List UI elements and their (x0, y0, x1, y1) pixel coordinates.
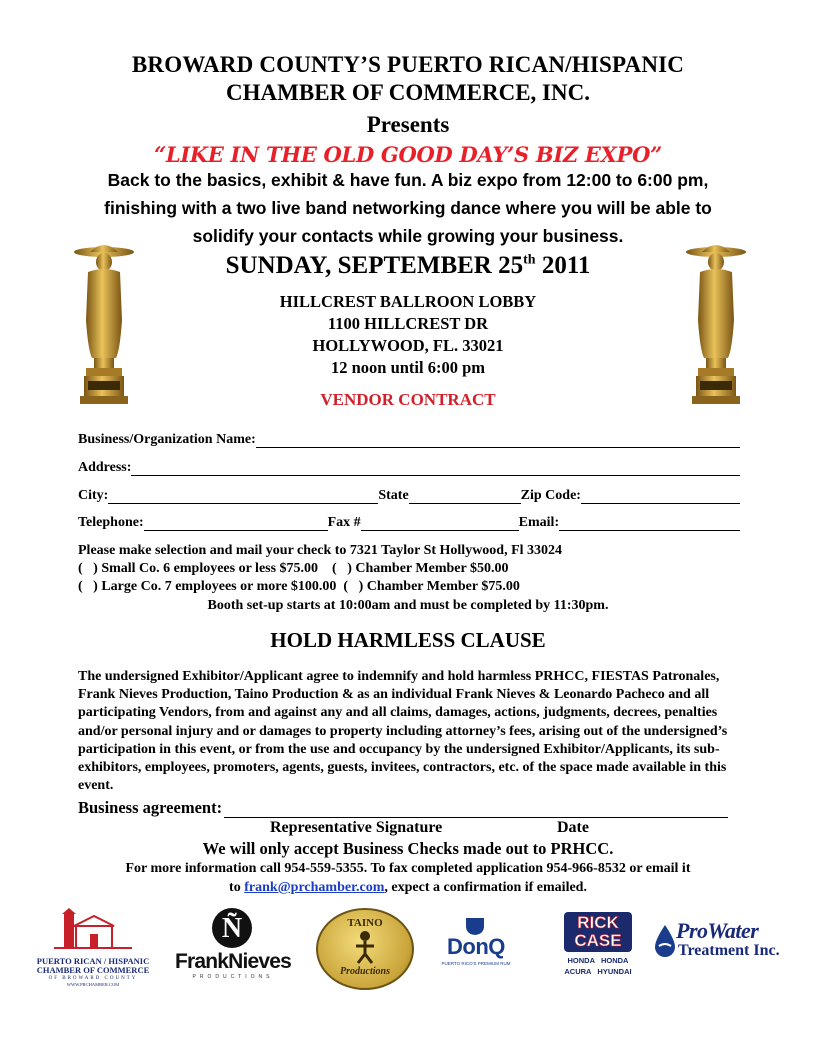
clause-text: The undersigned Exhibitor/Applicant agree to indemnify and hold harmless PRHCC, FIESTAS Patronales, Frank Nieves Production, Taino Production & as an individual Frank Nieves & Leonardo Pacheco and all participating Vendors, from and against any and all claims, damages, actions, judgments, decrees, penalties and/or personal injury and or damages to property including attorney’s fees, arising out of the undersigned’s participation in this event, or from the use and occupancy by the undersigned Exhibitor/Applicants, its sub-exhibitors, employees, promoters, agents, guests, invitees, contractors, etc. of the space made available in this event. (78, 669, 728, 794)
signature-caption: Representative Signature (270, 819, 443, 836)
email-link[interactable]: frank@prchamber.com (244, 880, 385, 895)
large-company-option[interactable]: ( ) Large Co. 7 employees or more $100.00 ( ) Chamber Member $75.00 (78, 579, 520, 594)
mail-instructions: Please make selection and mail your check to 7321 Taylor St Hollywood, Fl 33024 (78, 543, 563, 558)
business-name-row (78, 432, 740, 448)
intro-line2: finishing with a two live band networking dance where you will be able to (104, 198, 712, 218)
address-row (78, 460, 740, 476)
event-title: “LIKE IN THE OLD GOOD DAY’S BIZ EXPO” (154, 142, 662, 167)
taino-figure-icon (352, 930, 378, 964)
venue-city: HOLLYWOOD, FL. 33021 (312, 336, 504, 355)
address-field[interactable] (131, 461, 740, 476)
info-to: to (229, 880, 245, 895)
business-name-field[interactable] (256, 433, 740, 448)
address-label: Address: (78, 460, 132, 475)
fax-field[interactable] (361, 516, 519, 531)
venue-name: HILLCREST BALLROON LOBBY (279, 292, 537, 311)
checks-note: We will only accept Business Checks made out to PRHCC. (202, 839, 614, 858)
donq-name: DonQ (447, 934, 505, 959)
taino-bottom: Productions (339, 966, 390, 977)
telephone-field[interactable] (144, 516, 328, 531)
org-name-line2: CHAMBER OF COMMERCE, INC. (226, 80, 590, 105)
state-field[interactable] (409, 489, 521, 504)
zip-label: Zip Code: (520, 488, 581, 503)
prowater-line2: Treatment Inc. (678, 942, 780, 959)
rick-case-logo (556, 912, 640, 982)
signature-field[interactable] (224, 801, 728, 818)
chamber-logo-line4: WWW.PRCHAMBER.COM (66, 982, 120, 987)
frank-nieves-emblem: Ñ (212, 908, 252, 948)
venue-street: 1100 HILLCREST DR (327, 314, 489, 333)
info-tail: , expect a confirmation if emailed. (384, 880, 587, 895)
email-label: Email: (518, 515, 560, 530)
business-name-label: Business/Organization Name: (78, 432, 256, 447)
intro-line1: Back to the basics, exhibit & have fun. A biz expo from 12:00 to 6:00 pm, (107, 170, 709, 190)
date-caption: Date (557, 819, 589, 836)
chamber-logo-line3: OF BROWARD COUNTY (48, 976, 138, 981)
frank-nieves-sub: PRODUCTIONS (192, 974, 274, 980)
small-company-option[interactable]: ( ) Small Co. 6 employees or less $75.00 ( ) Chamber Member $50.00 (78, 561, 509, 576)
city-field[interactable] (108, 489, 378, 504)
city-label: City: (78, 488, 109, 503)
booth-setup-note: Booth set-up starts at 10:00am and must be completed by 11:30pm. (207, 598, 609, 613)
chamber-building-icon (34, 908, 152, 952)
taino-logo (316, 908, 414, 990)
donq-sub: PUERTO RICO'S PREMIUM RUM (441, 961, 511, 966)
rick-case-brands2: ACURA HYUNDAI (564, 967, 632, 976)
frank-nieves-name: FrankNieves (174, 950, 292, 973)
fax-label: Fax # (327, 515, 361, 530)
city-state-zip-row (78, 488, 740, 504)
chamber-logo-line2: CHAMBER OF COMMERCE (36, 965, 150, 975)
date-main: SUNDAY, SEPTEMBER 25 (225, 252, 524, 279)
frank-nieves-logo (168, 908, 298, 982)
rick-case-brands1: HONDA HONDA (567, 956, 629, 965)
clause-title: HOLD HARMLESS CLAUSE (270, 628, 546, 652)
business-agreement-label: Business agreement: (78, 798, 223, 817)
business-agreement-row (78, 798, 728, 818)
rick-case-line1: RICK (577, 913, 619, 932)
chamber-logo-line1: PUERTO RICAN / HISPANIC (36, 956, 150, 966)
donq-logo (438, 916, 514, 976)
chamber-logo (34, 908, 152, 988)
venue-time: 12 noon until 6:00 pm (330, 358, 486, 377)
email-field[interactable] (559, 516, 740, 531)
state-label: State (378, 488, 409, 503)
zip-field[interactable] (581, 489, 740, 504)
info-line1: For more information call 954-559-5355. To fax completed application 954-966-8532 or email it (125, 861, 691, 876)
intro-line3: solidify your contacts while growing your business. (192, 226, 624, 246)
presents-text: Presents (366, 112, 450, 137)
donq-crest-icon (464, 916, 486, 936)
contract-title: VENDOR CONTRACT (320, 390, 496, 409)
org-name-line1: BROWARD COUNTY’S PUERTO RICAN/HISPANIC (131, 52, 685, 77)
prowater-line1: ProWater (676, 918, 759, 943)
date-suffix: th (523, 252, 536, 268)
contact-row (78, 515, 740, 531)
prowater-logo (654, 918, 788, 978)
taino-top: TAINO (347, 917, 383, 929)
rick-case-line2: CASE (574, 931, 622, 950)
date-year: 2011 (535, 252, 591, 279)
telephone-label: Telephone: (78, 515, 144, 530)
water-drop-icon (654, 924, 676, 958)
info-line2 (0, 880, 816, 896)
